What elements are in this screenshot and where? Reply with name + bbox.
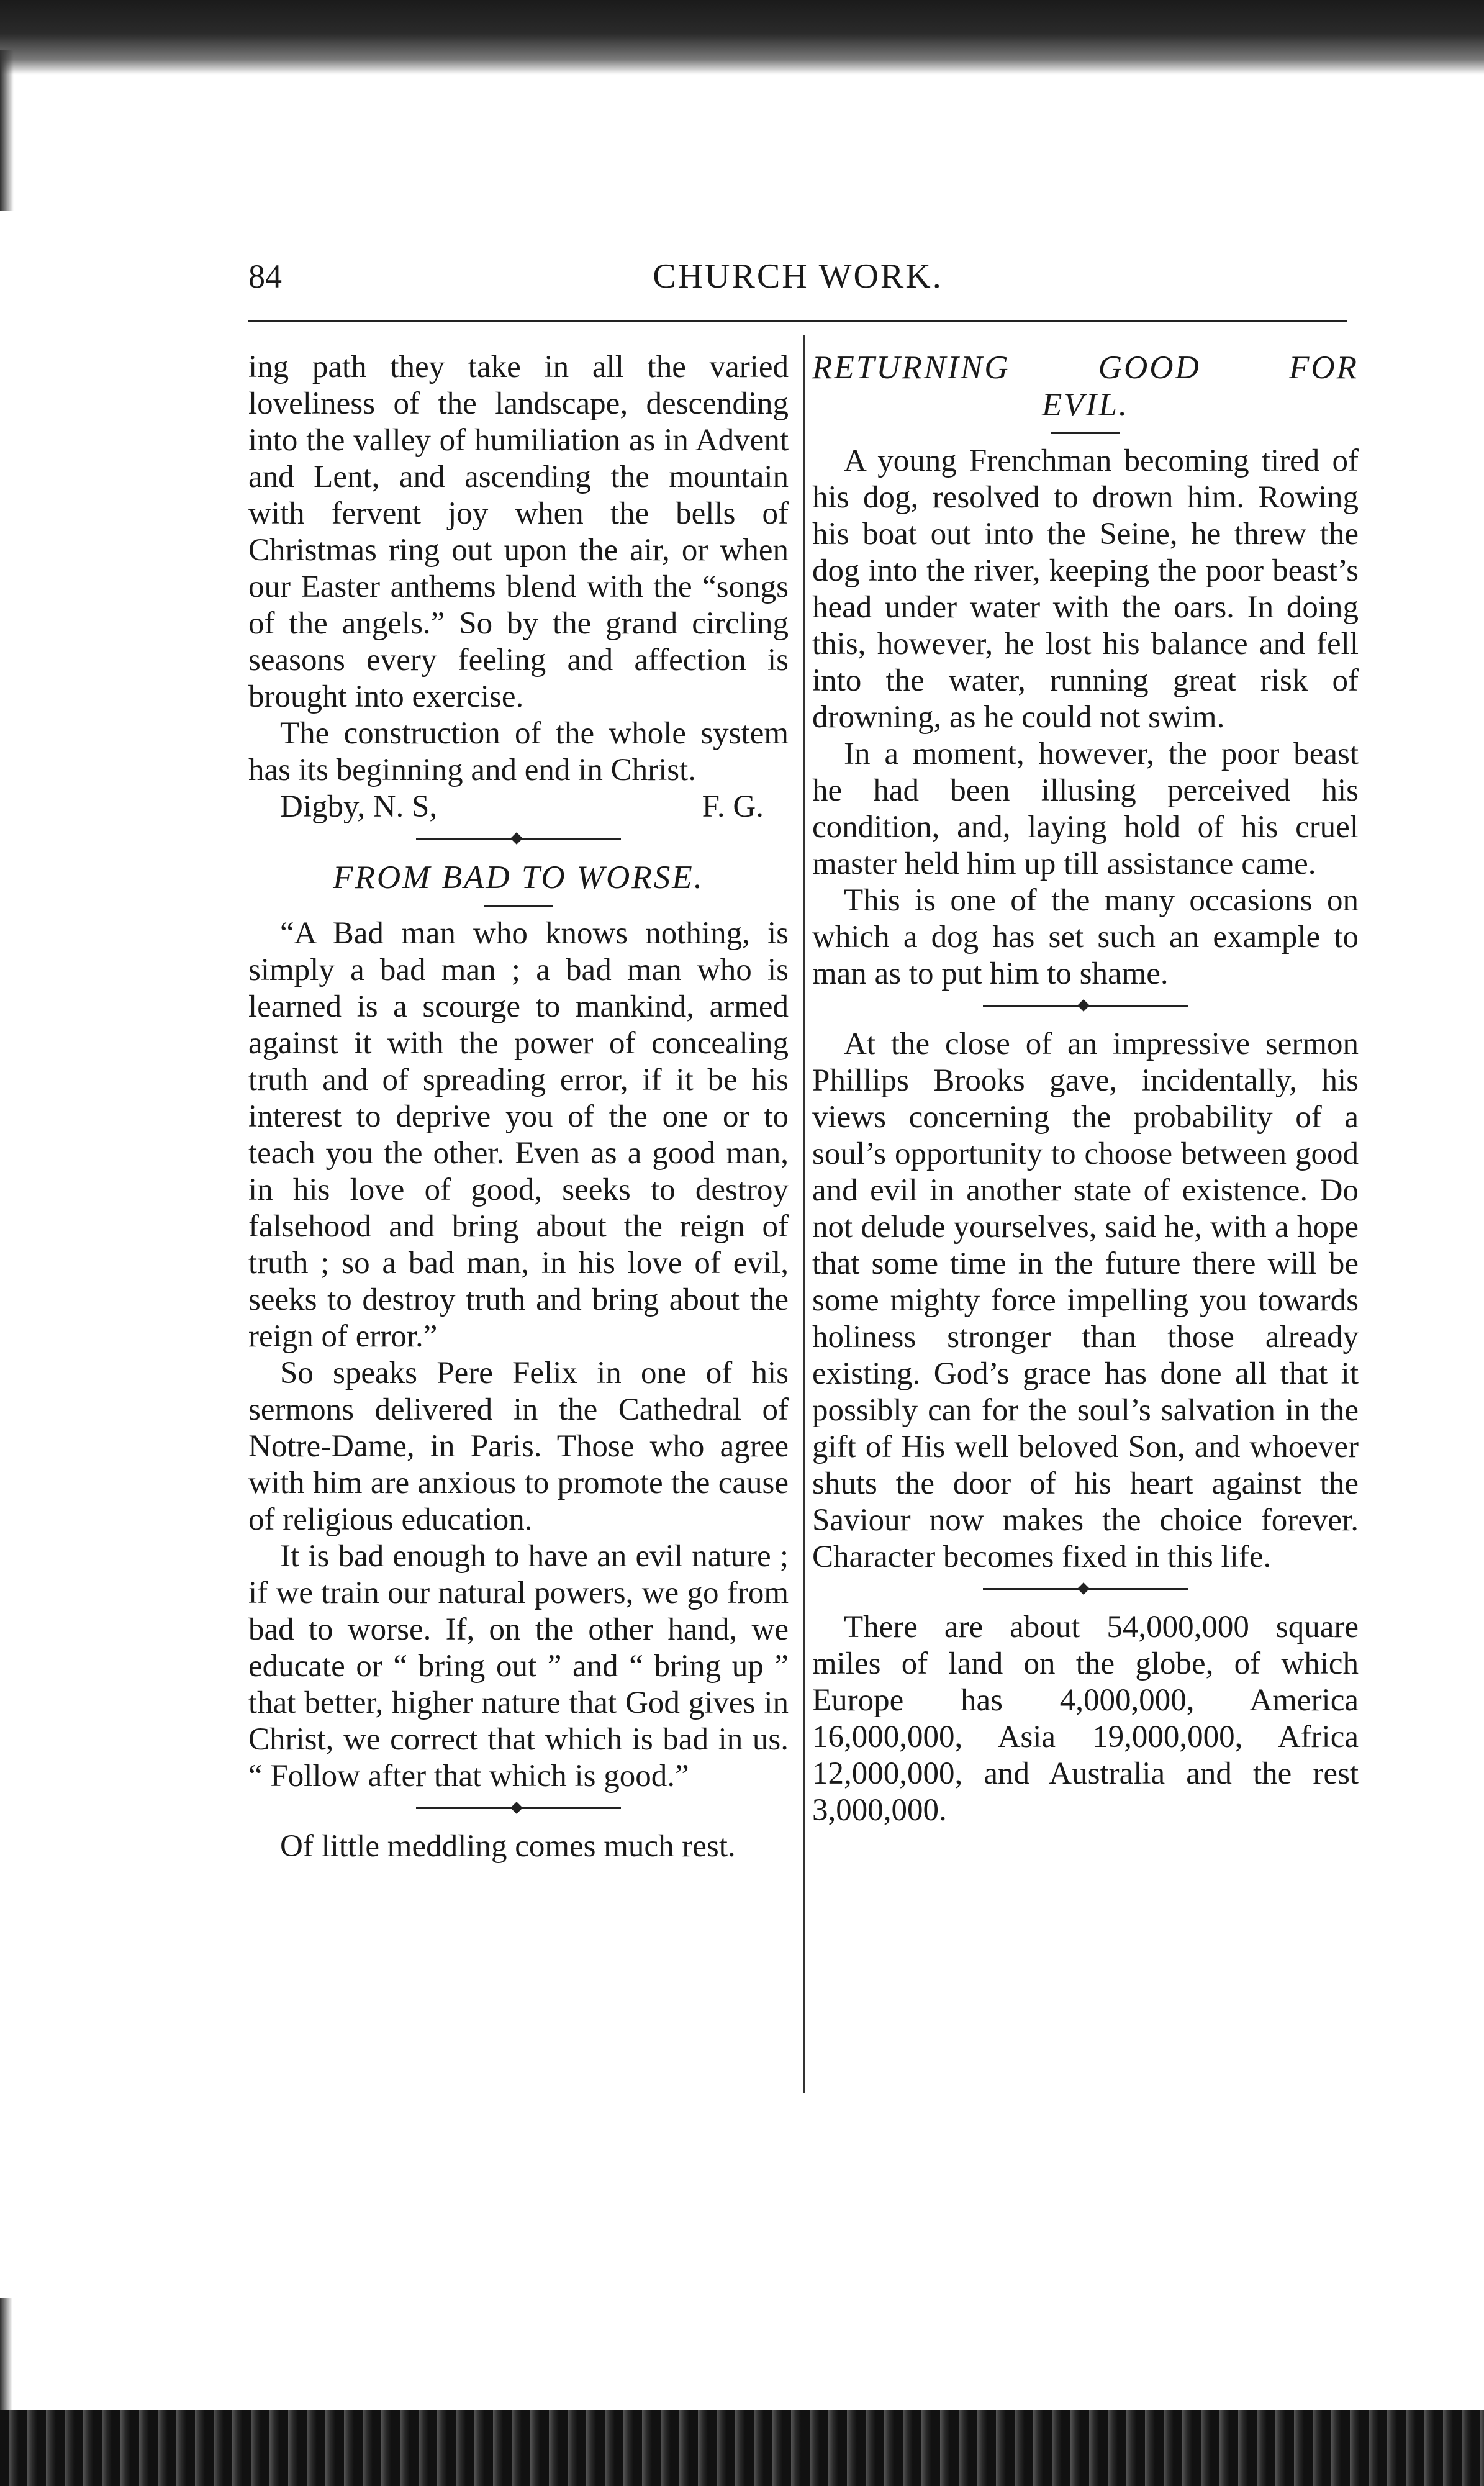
column-divider xyxy=(803,335,805,2093)
title-rule xyxy=(484,905,553,907)
scan-border-left xyxy=(0,50,14,211)
paragraph: A young Frenchman becoming tired of his dog, resolved to drown him. Rowing his boat out into the Seine, he threw the dog into the river, keeping the poor beast’s head under water with the oars. In doing this, however, he lost his balance and fell into the water, running great risk of drowning, as he could not swim. xyxy=(812,443,1359,735)
scan-border-left-lower xyxy=(0,2298,12,2416)
page-number: 84 xyxy=(248,258,282,295)
paragraph: It is bad enough to have an evil nature ; if we train our natural powers, we go from bad to worse. If, on the other hand, we educate or “ bring out ” and “ bring up ” that better, higher nature that God gives in Christ, we correct that which is bad in us. “ Follow after that which is good.” xyxy=(248,1539,789,1794)
section-ornament xyxy=(416,1800,621,1817)
paragraph: “A Bad man who knows nothing, is simply a bad man ; a bad man who is learned is a scourge to mankind, armed against it with the power of concealing truth and of spreading error, if it be his interest to deprive you of the one or to teach you the other. Even as a good man, in his love of good, seeks to destroy falsehood and bring about the reign of truth ; so a bad man, in his love of evil, seeks to destroy truth and bring about the reign of error.” xyxy=(248,916,789,1354)
section-ornament xyxy=(416,830,621,848)
page-header xyxy=(248,252,1347,301)
paragraph: This is one of the many occasions on which a dog has set such an example to man as to put him to shame. xyxy=(812,883,1359,991)
article-title-line2: EVIL. xyxy=(1041,387,1129,423)
paragraph: At the close of an impressive sermon Phillips Brooks gave, incidentally, his views concerning the probability of a soul’s opportunity to choose between good and evil in another state of existence. Do not delude yourselves, said he, with a hope that some time in the future there will be some mighty force impelling you towards holiness stronger than those already existing. God’s grace has done all that it possibly can for the soul’s salvation in the gift of His well beloved Son, and whoever shuts the door of his heart against the Saviour now makes the choice forever. Character becomes fixed in this life. xyxy=(812,1027,1359,1574)
signature-place: Digby, N. S, xyxy=(280,789,438,824)
scan-border-bottom xyxy=(0,2410,1484,2486)
section-ornament xyxy=(983,1581,1188,1598)
title-rule xyxy=(1051,432,1120,434)
left-column xyxy=(248,349,789,1865)
paragraph-continued: ing path they take in all the varied loveliness of the landscape, descending into the valley of humiliation as in Advent and Lent, and ascending the mountain with fervent joy when the bells of Christmas ring out upon the air, or when our Easter anthems blend with the “songs of the angels.” So by the grand circling seasons every feeling and affection is brought into exercise. xyxy=(248,350,789,714)
paragraph: In a moment, however, the poor beast he had been illusing perceived his condition, and, laying hold of his cruel master held him up till assistance came. xyxy=(812,737,1359,881)
running-head: CHURCH WORK. xyxy=(653,257,943,296)
signature-line xyxy=(248,789,789,825)
article-title: FROM BAD TO WORSE. xyxy=(333,860,704,896)
section-ornament xyxy=(983,997,1188,1015)
header-rule xyxy=(248,320,1347,322)
proverb: Of little meddling comes much rest. xyxy=(280,1829,736,1864)
scan-border-top xyxy=(0,0,1484,75)
paragraph: There are about 54,000,000 square miles of land on the globe, of which Europe has 4,000,000, America 16,000,000, Asia 19,000,000, Africa 12,000,000, and Australia and the rest 3,000,000. xyxy=(812,1610,1359,1828)
signature-initials: F. G. xyxy=(702,789,764,824)
paragraph: So speaks Pere Felix in one of his sermons delivered in the Cathedral of Notre-Dame, in Paris. Those who agree with him are anxious to promote the cause of religious education. xyxy=(248,1356,789,1537)
right-column xyxy=(812,349,1359,1829)
paragraph: The construction of the whole system has its beginning and end in Christ. xyxy=(248,716,789,787)
article-title-line1: RETURNING GOOD FOR xyxy=(812,350,1359,386)
